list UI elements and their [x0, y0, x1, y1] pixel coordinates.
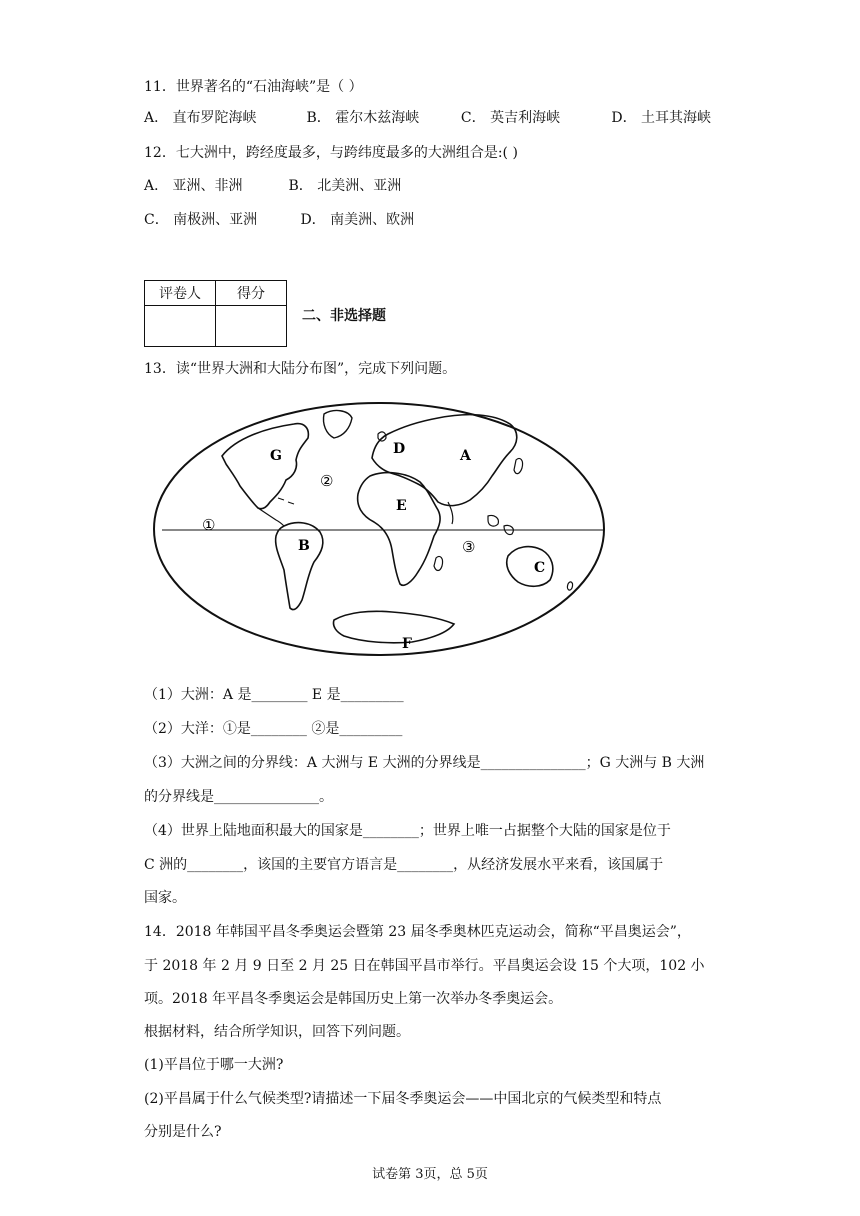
q13-stem: 13．读“世界大洲和大陆分布图”，完成下列问题。 — [144, 361, 457, 377]
island-japan — [514, 458, 523, 473]
score-table-grader-header: 评卷人 — [145, 281, 216, 306]
q12-option-d[interactable]: D． 南美洲、欧洲 — [300, 212, 415, 228]
continent-eurasia — [372, 415, 517, 506]
q14-line5: (1)平昌位于哪一大洲? — [144, 1057, 284, 1073]
q14-line2: 于 2018 年 2 月 9 日至 2 月 25 日在韩国平昌市举行。平昌奥运会设 15 个大项，102 小 — [144, 958, 705, 974]
map-label-ocean-2: ② — [320, 472, 334, 490]
q11-option-c[interactable]: C． 英吉利海峡 — [460, 110, 561, 126]
map-label-ocean-1: ① — [202, 516, 216, 534]
q12-option-c[interactable]: C． 南极洲、亚洲 — [144, 212, 258, 228]
score-table-grader-cell[interactable] — [145, 306, 216, 347]
map-label-c: C — [534, 560, 546, 576]
island-new-zealand — [567, 582, 572, 590]
section-title: 二、非选择题 — [302, 308, 386, 324]
map-label-a: A — [460, 448, 471, 464]
q14-line1: 14．2018 年韩国平昌冬季奥运会暨第 23 届冬季奥林匹克运动会，简称“平昌奥运会”， — [144, 924, 691, 940]
q14-line4: 根据材料，结合所学知识，回答下列问题。 — [144, 1024, 410, 1040]
q14-line3: 项。2018 年平昌冬季奥运会是韩国历史上第一次举办冬季奥运会。 — [144, 991, 563, 1007]
map-label-ocean-3: ③ — [462, 538, 476, 556]
q13-sub3-line2: 的分界线是_______________。 — [144, 789, 333, 805]
map-label-d: D — [393, 441, 406, 457]
continent-africa — [358, 473, 440, 586]
q12-option-a[interactable]: A． 亚洲、非洲 — [144, 178, 243, 194]
continent-south-america — [276, 523, 323, 610]
q12-option-b[interactable]: B． 北美洲、亚洲 — [288, 178, 402, 194]
q13-sub4-line3: 国家。 — [144, 890, 186, 906]
q12-stem: 12．七大洲中，跨经度最多，与跨纬度最多的大洲组合是:( ) — [144, 145, 518, 161]
world-map — [148, 398, 610, 660]
q12-options-row2 — [144, 209, 414, 229]
q13-sub1: （1）大洲：A 是________ E 是_________ — [144, 687, 404, 703]
q11-option-a[interactable]: A． 直布罗陀海峡 — [144, 110, 257, 126]
caribbean-islands — [278, 498, 294, 504]
continent-antarctica — [333, 611, 454, 642]
score-table — [144, 280, 287, 347]
map-label-e: E — [396, 498, 407, 514]
q11-option-b[interactable]: B． 霍尔木兹海峡 — [306, 110, 420, 126]
q14-line6: (2)平昌属于什么气候类型?请描述一下届冬季奥运会——中国北京的气候类型和特点 — [144, 1091, 662, 1107]
q13-sub3-line1: （3）大洲之间的分界线：A 大洲与 E 大洲的分界线是_______________；G 大洲与 B 大洲 — [144, 755, 705, 771]
q12-options-row1 — [144, 175, 401, 195]
q11-stem: 11．世界著名的“石油海峡”是（ ） — [144, 79, 363, 95]
q11-options — [144, 107, 711, 127]
q13-sub4-line2: C 洲的________，该国的主要官方语言是________，从经济发展水平来看，该国属于 — [144, 857, 664, 873]
central-america — [258, 508, 284, 526]
q13-sub2: （2）大洋：①是________ ②是_________ — [144, 721, 403, 737]
island-greenland — [323, 411, 352, 438]
map-label-b: B — [298, 538, 310, 554]
q14-line7: 分别是什么? — [144, 1124, 222, 1140]
continent-australia — [507, 547, 553, 587]
page-footer: 试卷第 3页，总 5页 — [372, 1167, 488, 1182]
continent-north-america — [222, 424, 308, 509]
islands-southeast-asia — [488, 515, 513, 534]
score-table-score-header: 得分 — [216, 281, 287, 306]
score-table-score-cell[interactable] — [216, 306, 287, 347]
map-label-f: F — [402, 636, 412, 652]
q13-sub4-line1: （4）世界上陆地面积最大的国家是________；世界上唯一占据整个大陆的国家是位于 — [144, 823, 671, 839]
island-madagascar — [434, 556, 443, 570]
q11-option-d[interactable]: D． 土耳其海峡 — [611, 110, 712, 126]
map-label-g: G — [270, 448, 282, 464]
